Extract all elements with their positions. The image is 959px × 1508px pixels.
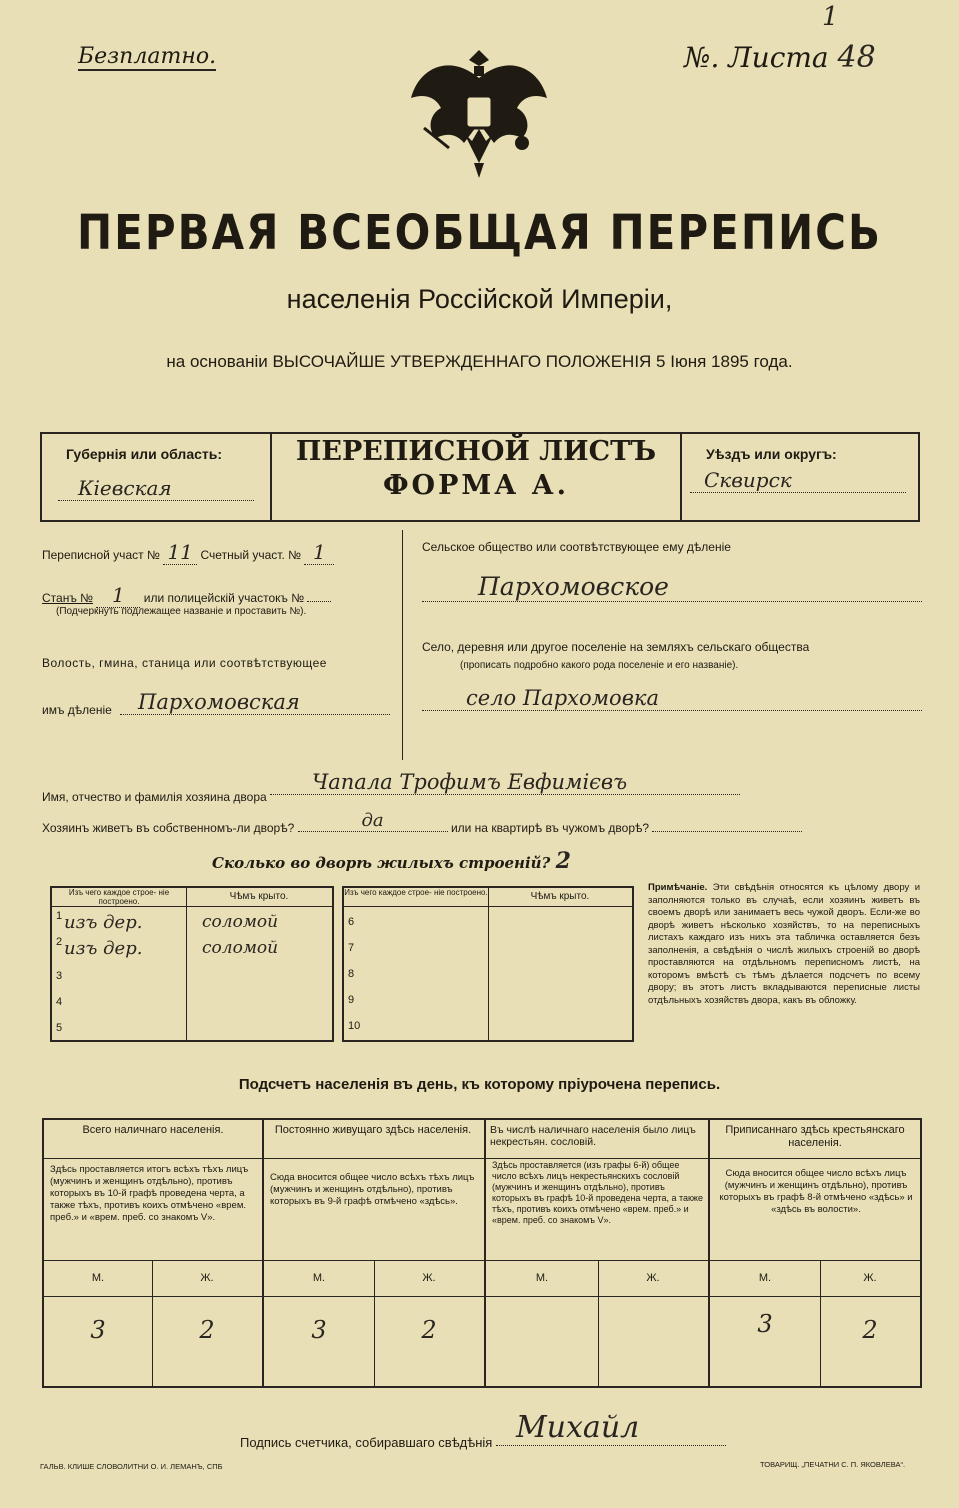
male-label: М. bbox=[535, 1272, 549, 1284]
census-district-label: Переписной участ № bbox=[42, 548, 160, 562]
province-label: Губернія или область: bbox=[66, 446, 223, 462]
form-title: ПЕРЕПИСНОЙ ЛИСТЪ bbox=[295, 436, 657, 467]
male-label: М. bbox=[312, 1272, 326, 1284]
female-count: 2 bbox=[862, 1316, 878, 1344]
tally-col-desc: Здѣсь проставляется итогъ всѣхъ тѣхъ лицъ (мужчинъ и женщинъ отдѣльно), противъ которыхъ въ 10-й графѣ проведена черта, а также тѣхъ, противъ коихъ отмѣчено «врем. преб.» и «врем. преб. со знакомъ V». bbox=[50, 1164, 249, 1223]
free-label: Безплатно. bbox=[78, 44, 217, 69]
stan-row bbox=[42, 583, 331, 608]
male-count: 3 bbox=[311, 1316, 327, 1344]
tally-table bbox=[42, 1118, 922, 1388]
sheet-number bbox=[684, 40, 876, 75]
tally-col-desc: Здѣсь проставляется (изъ графы 6-й) общее число всѣхъ лицъ некрестьянскихъ сословій (мужчинъ и женщинъ отдѣльно), противъ которыхъ въ графѣ 10-й проведена черта, а также тѣхъ, противъ коихъ отмѣчено «врем. преб.» и «врем. преб. со знакомъ V». bbox=[492, 1160, 703, 1225]
printer-left: ГАЛЬВ. КЛИШЕ СЛОВОЛИТНИ О. И. ЛЕМАНЪ, СПБ bbox=[40, 1462, 223, 1471]
signature-label: Подпись счетчика, собиравшаго свѣдѣнія bbox=[240, 1435, 493, 1450]
note-text: Эти свѣдѣнія относятся къ цѣлому двору и заполняются только въ случаѣ, если хозяинъ живетъ въ своемъ дворѣ или занимаетъ весь чужой дворъ. Если-же во дворѣ живетъ нѣсколько хозяйствъ, то на переписныхъ листахъ каждаго изъ нихъ эта табличка оставляется безъ заполненія, а свѣдѣнія о числѣ жилыхъ строеній во дворѣ проставляются на отдѣльномъ переписномъ листѣ, на которомъ вмѣстѣ съ тѣмъ дѣлается подсчетъ по всему двору; въ этотъ листъ вкладываются переписные листы отдѣльныхъ хозяйствъ двора, какъ въ обложку. bbox=[648, 882, 921, 1006]
form-subtitle: ФОРМА А. bbox=[382, 470, 570, 501]
printer-right: ТОВАРИЩ. „ПЕЧАТНИ С. П. ЯКОВЛЕВА“. bbox=[760, 1460, 906, 1469]
double-headed-eagle-icon bbox=[404, 38, 554, 188]
tally-col-title: Приписаннаго здѣсь крестьянскаго населенія. bbox=[725, 1124, 905, 1149]
signature-value: Михайл bbox=[496, 1410, 726, 1446]
table-row: 4 bbox=[56, 996, 63, 1008]
tally-col-title: Постоянно живущаго здѣсь населенія. bbox=[274, 1124, 472, 1136]
corner-mark: 1 bbox=[822, 2, 839, 32]
table-row: 5 bbox=[56, 1022, 63, 1034]
underline-note: (Подчеркнуть подлежащее названіе и проставить №). bbox=[56, 606, 307, 617]
police-label: или полицейскій участокъ № bbox=[143, 591, 305, 605]
female-count: 2 bbox=[421, 1316, 437, 1344]
volost-label-2: имъ дѣленіе bbox=[42, 703, 112, 717]
roof-header: Чѣмъ крыто. bbox=[186, 888, 332, 907]
owner-name-row bbox=[42, 770, 740, 807]
signature-row bbox=[240, 1410, 726, 1456]
table-row: 1 изъ дер. соломой bbox=[56, 910, 279, 933]
male-count: 3 bbox=[90, 1316, 106, 1344]
owner-name-value: Чапала Трофимъ Евфимієвъ bbox=[270, 770, 740, 795]
note-title: Примѣчаніе. bbox=[648, 882, 708, 893]
society-value: Пархомовское bbox=[422, 572, 922, 602]
buildings-row bbox=[212, 848, 571, 874]
table-row: 3 bbox=[56, 970, 63, 982]
own-yard-value: да bbox=[298, 810, 448, 832]
owner-name-label: Имя, отчество и фамилія хозяина двора bbox=[42, 790, 267, 804]
buildings-table-left bbox=[50, 886, 334, 1042]
male-count: 3 bbox=[757, 1310, 773, 1338]
table-row: 2 изъ дер. соломой bbox=[56, 936, 279, 959]
tally-col-title: Всего наличнаго населенія. bbox=[82, 1124, 224, 1136]
tally-col-title: Въ числѣ наличнаго населенія было лицъ некрестьян. сословій. bbox=[490, 1124, 696, 1148]
sheet-number-label: №. Листа bbox=[684, 41, 829, 74]
note-block bbox=[648, 882, 920, 1007]
material-header: Изъ чего каждое строе- ніе построено. bbox=[52, 888, 187, 907]
male-label: М. bbox=[758, 1272, 772, 1284]
village-value: село Пархомовка bbox=[422, 686, 922, 711]
own-yard-label: Хозяинъ живетъ въ собственномъ-ли дворѣ? bbox=[42, 821, 295, 835]
village-label: Село, деревня или другое поселеніе на земляхъ сельскаго общества bbox=[422, 640, 810, 654]
subtitle: населенія Россійской Имперіи, bbox=[286, 284, 673, 314]
legal-basis: на основаніи ВЫСОЧАЙШЕ УТВЕРЖДЕННАГО ПОЛОЖЕНІЯ 5 Іюня 1895 года. bbox=[166, 352, 793, 371]
female-label: Ж. bbox=[200, 1272, 214, 1284]
own-yard-row bbox=[42, 810, 802, 838]
female-label: Ж. bbox=[646, 1272, 660, 1284]
buildings-table-right: Изъ чего каждое строе- ніе построено. Чѣмъ крыто. 6 7 8 9 10 bbox=[342, 886, 634, 1042]
counting-district-label: Счетный участ. № bbox=[200, 548, 301, 562]
volost-label-1: Волость, гмина, станица или соотвѣтствующее bbox=[42, 656, 327, 670]
district-value: Сквирск bbox=[690, 468, 906, 493]
province-value: Кіевская bbox=[58, 476, 254, 501]
counting-district-value: 1 bbox=[304, 540, 334, 565]
buildings-value: 2 bbox=[555, 848, 571, 874]
census-district-value: 11 bbox=[163, 540, 197, 565]
female-label: Ж. bbox=[863, 1272, 877, 1284]
sheet-number-value: 48 bbox=[837, 40, 876, 75]
tally-col-desc: Сюда вносится общее число всѣхъ тѣхъ лицъ (мужчинъ и женщинъ отдѣльно), противъ которыхъ въ 9-й графѣ отмѣчено «здѣсь». bbox=[270, 1172, 475, 1207]
stan-value: 1 bbox=[96, 583, 140, 608]
tally-heading: Подсчетъ населенія въ день, къ которому пріурочена перепись. bbox=[238, 1076, 721, 1093]
tally-col-desc: Сюда вносится общее число всѣхъ лицъ (мужчинъ и женщинъ отдѣльно), противъ которыхъ въ графѣ 8-й отмѣчено «здѣсь» и «здѣсь въ волости». bbox=[719, 1168, 913, 1215]
roof-header: Чѣмъ крыто. bbox=[488, 888, 632, 907]
police-value bbox=[307, 601, 331, 602]
female-label: Ж. bbox=[422, 1272, 436, 1284]
volost-value: Пархомовская bbox=[120, 690, 390, 715]
village-note: (прописать подробно какого рода поселеніе и его названіе). bbox=[460, 660, 739, 671]
census-district-row bbox=[42, 540, 334, 565]
apartment-label: или на квартирѣ въ чужомъ дворѣ? bbox=[450, 821, 650, 835]
female-count: 2 bbox=[199, 1316, 215, 1344]
society-label: Сельское общество или соотвѣтствующее ему дѣленіе bbox=[422, 540, 731, 554]
male-label: М. bbox=[91, 1272, 105, 1284]
buildings-label: Сколько во дворѣ жилыхъ строеній? bbox=[212, 854, 551, 872]
stan-label: Станъ № bbox=[42, 591, 94, 605]
main-title: ПЕРВАЯ ВСЕОБЩАЯ ПЕРЕПИСЬ bbox=[77, 204, 882, 261]
material-header: Изъ чего каждое строе- ніе построено. bbox=[344, 888, 489, 907]
district-label: Уѣздъ или округъ: bbox=[706, 446, 837, 462]
